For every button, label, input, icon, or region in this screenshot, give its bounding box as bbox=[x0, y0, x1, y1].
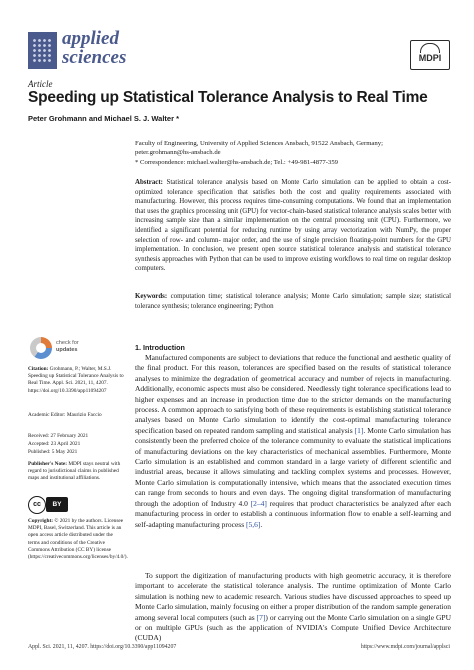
citation-link[interactable]: [7] bbox=[256, 612, 266, 622]
intro-paragraph-1: Manufactured components are subject to deviations that reduce the functional and aesthetic quality of the final product. For this reason, tolerances are specified based on the results of statistical tolerance analyses to minimize the degradation of geometrical accuracy and number of rejects in manufacturing. Additionally, economic aspects must also be considered. Needlessly tight tolerance specifications lead to higher expenses and an increase in production time due to the stricter demands on the manufacturing process. A common approach to satisfying both of these requirements is establishing statistical tolerance analyses based on Monte Carlo simulation to identify the cost-optimal manufacturing tolerance specification based on repeated random sampling and statistical analysis [1]. Monte Carlo simulation has consistently been the preferred choice of the tolerance community to evaluate the statistical implications of manufacturing deviations on the key characteristics of mechanical assemblies. Furthermore, Monte Carlo simulation is an established and common standard in a large variety of different scientific and industrial areas, because it allows simulating and tackling complex systems and processes. However, Monte Carlo simulation is computationally intensive, which means that the associated execution times can range from seconds to hours and even days. The ongoing digital transformation of manufacturing through the adoption of Industry 4.0 [2–4] requires that product characteristics be analyzed after each manufacturing process in order to establish a continuous information flow to enable a self-learning and self-adapting manufacturing process [5,6]. bbox=[135, 353, 451, 529]
mdpi-logo-arc bbox=[420, 43, 440, 53]
citation-link[interactable]: [5,6] bbox=[246, 519, 261, 529]
abstract-label: Abstract: bbox=[135, 179, 163, 186]
authors: Peter Grohmann and Michael S. J. Walter * bbox=[28, 114, 180, 123]
keywords-label: Keywords: bbox=[135, 293, 168, 300]
affiliation-email[interactable]: peter.grohmann@hs-ansbach.de bbox=[135, 149, 221, 156]
keywords-text: computation time; statistical tolerance analysis; Monte Carlo simulation; sample size; statistical tolerance synthesis; tolerance engineering; Python bbox=[135, 293, 451, 310]
citation-link[interactable]: [2–4] bbox=[250, 498, 267, 508]
correspondence: * Correspondence: michael.walter@hs-ansbach.de; Tel.: +49-981-4877-359 bbox=[135, 159, 339, 166]
keywords bbox=[135, 292, 451, 311]
intro-paragraph-2: To support the digitization of manufacturing products with high geometric accuracy, it is therefore important to accelerate the statistical tolerance analysis. The runtime optimization of Monte Carlo simulation is nothing new to academic research. Various studies have discussed approaches to speed up Monte Carlo simulation, mainly focusing on either a proper distribution of the random sample generation among several local computers (such as [7]) or carrying out the Monte Carlo simulation on a single GPU or on multiple GPUs (such as the application of NVIDIA's Compute Unified Device Architecture (CUDA) bbox=[135, 571, 451, 643]
journal-logo-icon bbox=[28, 32, 57, 69]
check-for-updates-label[interactable]: check for updates bbox=[56, 340, 79, 353]
citation-link[interactable]: [1] bbox=[354, 425, 364, 435]
citation: Citation: Grohmann, P.; Walter, M.S.J. Speeding up Statistical Tolerance Analysis to Real Time. Appl. Sci. 2021, 11, 4207. https://doi.org/10.3390/app11094207 bbox=[28, 366, 124, 394]
copyright: Copyright: © 2021 by the authors. Licensee MDPI, Basel, Switzerland. This article is an open access article distributed under the terms and conditions of the Creative Commons Attribution (CC BY) license (https://creativecommons.org/licenses/by/4.0/). bbox=[28, 518, 128, 561]
abstract bbox=[135, 178, 451, 274]
article-title: Speeding up Statistical Tolerance Analysis to Real Time bbox=[28, 89, 428, 106]
article-type: Article bbox=[28, 79, 53, 89]
academic-editor: Academic Editor: Maurizio Faccio bbox=[28, 412, 102, 418]
footer-journal-url[interactable]: https://www.mdpi.com/journal/applsci bbox=[360, 644, 450, 650]
accepted-date: Accepted: 23 April 2021 bbox=[28, 441, 81, 447]
published-date: Published: 5 May 2021 bbox=[28, 449, 78, 455]
abstract-text: Statistical tolerance analysis based on Monte Carlo simulation can be applied to obtain a cost-optimized tolerance specification that satisfies both the cost and quality requirements associated with manufacturing. However, this process requires time-consuming computations. We found that an implementation that uses the graphics processing unit (GPU) for vector-chain-based statistical tolerance analysis scales better with increasing sample size than a similar implementation on the central processing unit (CPU). Furthermore, we identified a significant potential for reducing runtime by using array vectorization with NumPy, the proper selection of row- and column- major order, and the use of single precision floating-point numbers for the GPU implementation. In conclusion, we present open source statistical tolerance analysis and statistical tolerance synthesis approaches with Python that can be used to improve existing workflows to real time on regular desktop computers. bbox=[135, 179, 451, 273]
journal-name[interactable]: applied sciences bbox=[62, 28, 127, 68]
footer-citation[interactable]: Appl. Sci. 2021, 11, 4207. https://doi.org/10.3390/app11094207 bbox=[28, 644, 177, 650]
publisher-note: Publisher's Note: MDPI stays neutral with regard to jurisdictional claims in published maps and institutional affiliations. bbox=[28, 461, 121, 482]
affiliation-line1: Faculty of Engineering, University of Applied Sciences Ansbach, 91522 Ansbach, Germany; bbox=[135, 140, 383, 147]
check-for-updates-icon-center bbox=[36, 343, 46, 353]
publisher-name: MDPI bbox=[418, 53, 442, 63]
cc-license-icon[interactable]: cc bbox=[28, 496, 46, 514]
cc-by-icon[interactable]: BY bbox=[46, 497, 68, 512]
received-date: Received: 27 February 2021 bbox=[28, 433, 89, 439]
section-heading: 1. Introduction bbox=[135, 343, 185, 352]
